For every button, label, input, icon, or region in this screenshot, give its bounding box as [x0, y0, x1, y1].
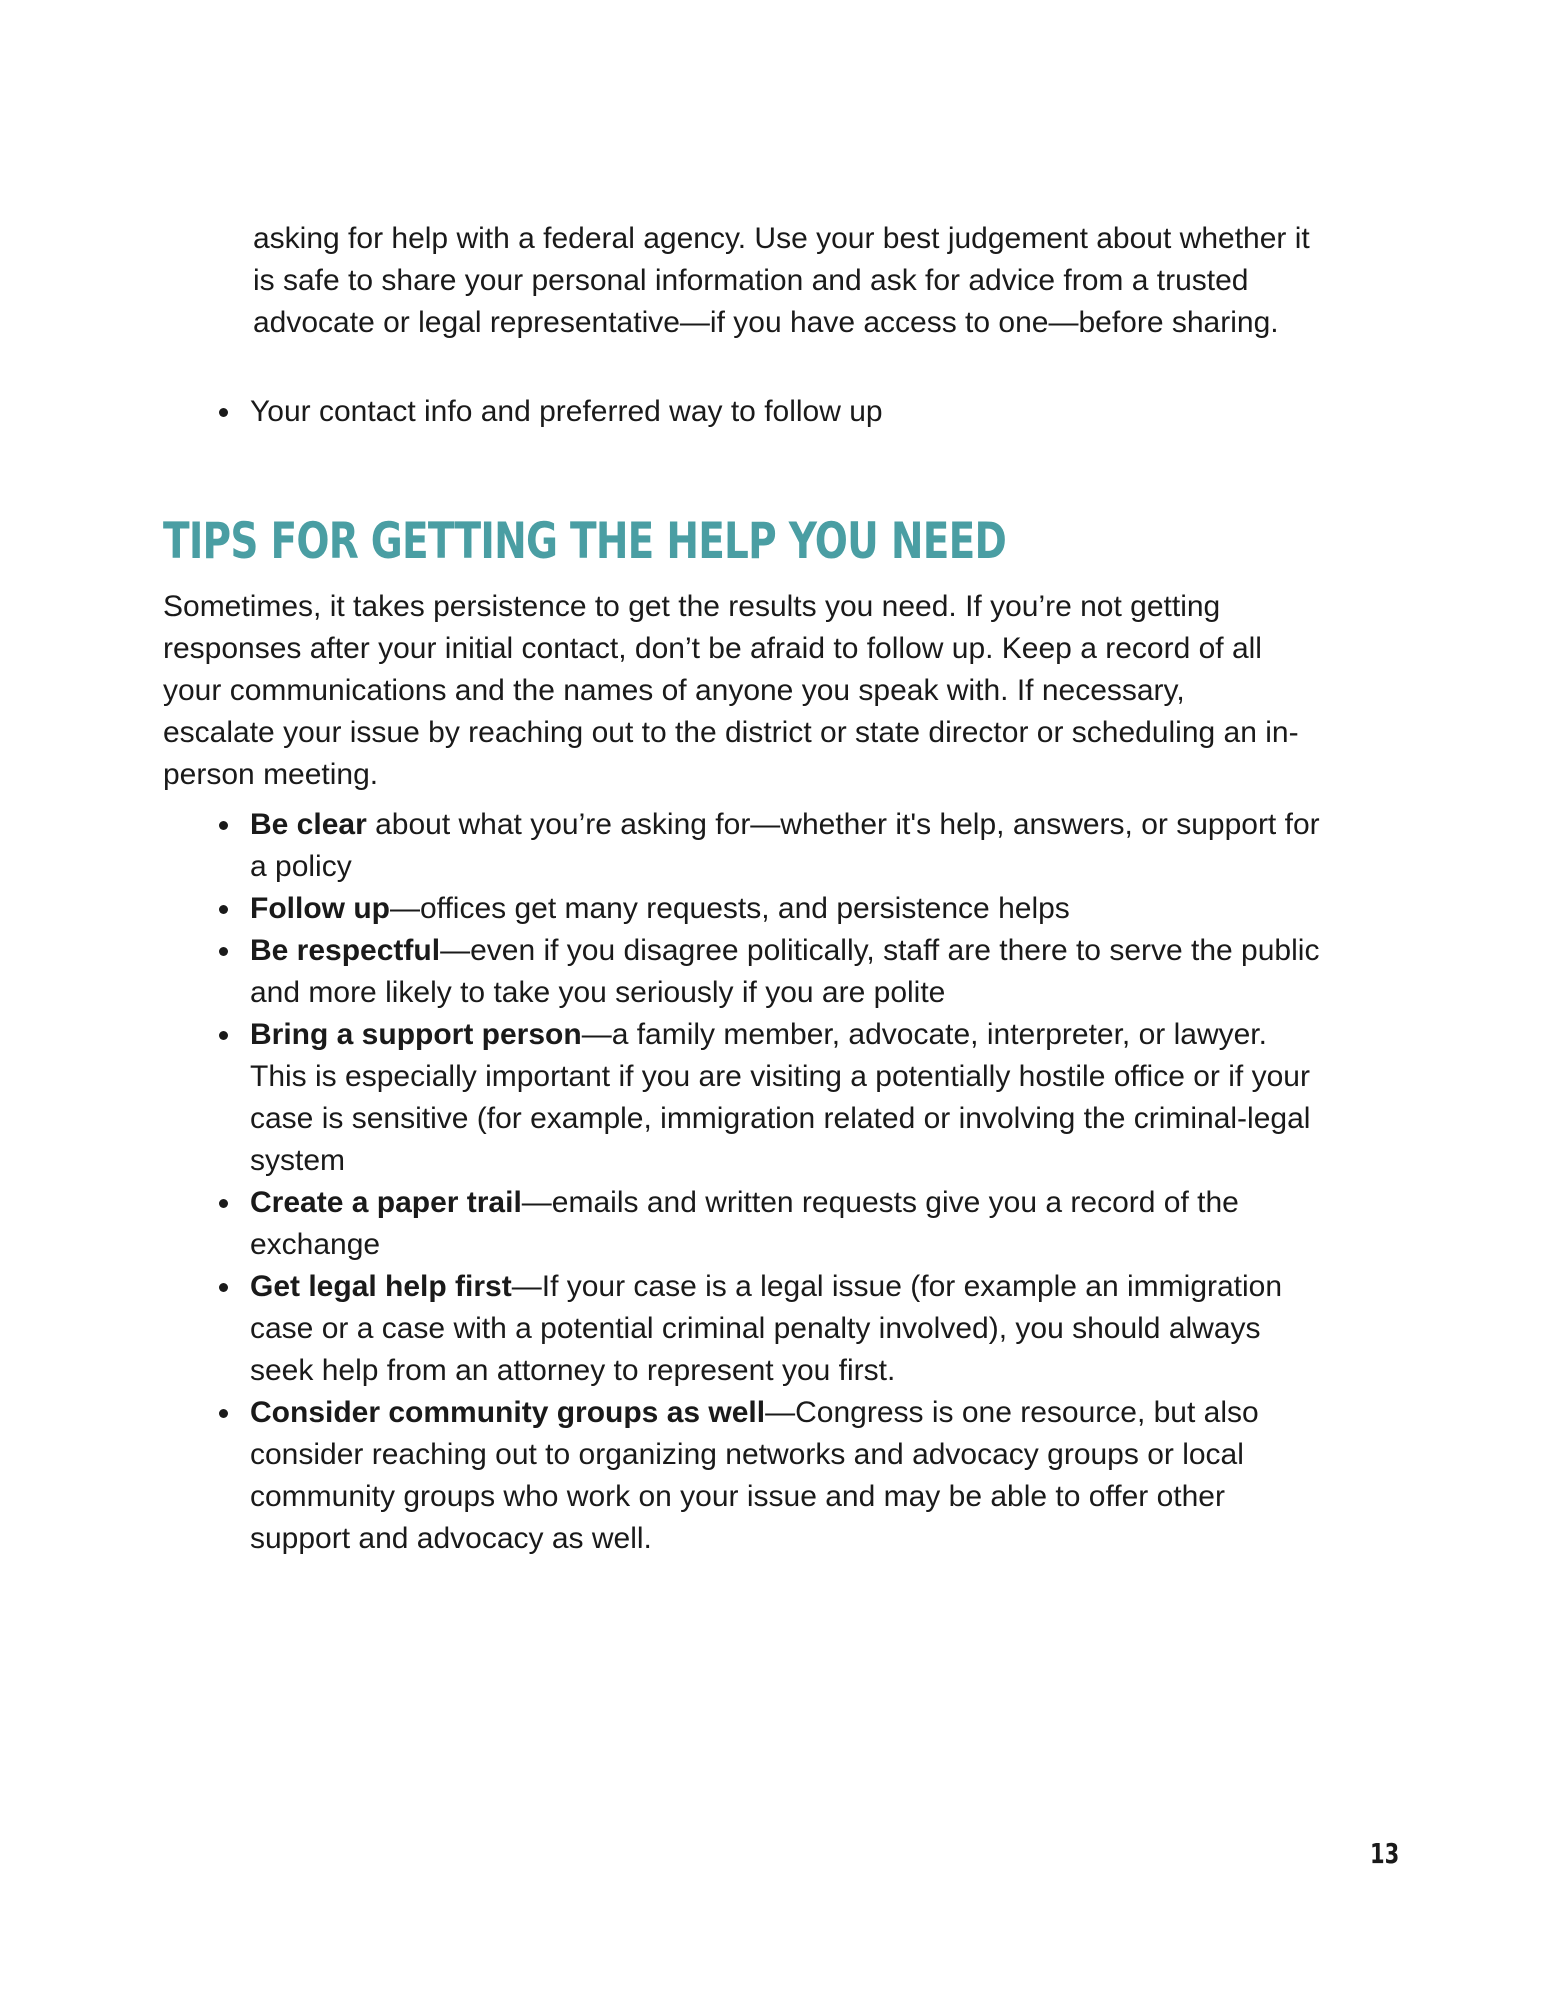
intro-paragraph: Sometimes, it takes persistence to get the results you need. If you’re not getting responses after your initial contact, don’t be afraid to follow up. Keep a record of all your communications and the names of anyone you speak with. If necessary, escalate your issue by reaching out to the district or state director or scheduling an in-person meeting.	[163, 590, 1299, 791]
tip-text: —Congress is one resource, but also consider reaching out to organizing networks and advocacy groups or local community groups who work on your issue and may be able to offer other support and advocacy as well.	[250, 1396, 1259, 1555]
tip-text: —emails and written requests give you a record of the exchange	[250, 1186, 1239, 1261]
top-bullet-list	[215, 391, 1315, 433]
list-item	[215, 1182, 1320, 1266]
tips-list	[215, 804, 1320, 1560]
section-heading: TIPS FOR GETTING THE HELP YOU NEED	[163, 512, 1007, 570]
list-item	[215, 1392, 1320, 1560]
tip-label: Create a paper trail	[250, 1186, 522, 1219]
tip-text: —offices get many requests, and persistence helps	[389, 892, 1070, 925]
tip-label: Get legal help first	[250, 1270, 512, 1303]
bullet-dot-icon	[219, 1409, 228, 1418]
list-item	[215, 1266, 1320, 1392]
tip-label: Be respectful	[250, 934, 441, 967]
list-item	[215, 888, 1320, 930]
continuation-paragraph: asking for help with a federal agency. Use your best judgement about whether it is safe to share your personal information and ask for advice from a trusted advocate or legal representative—if you have access to one—before sharing.	[253, 222, 1310, 339]
tip-label: Consider community groups as well	[250, 1396, 766, 1429]
tip-label: Bring a support person	[250, 1018, 582, 1051]
list-item	[215, 1014, 1320, 1182]
list-item	[215, 391, 1315, 433]
bullet-dot-icon	[219, 1199, 228, 1208]
tip-text: —a family member, advocate, interpreter, or lawyer. This is especially important if you are visiting a potentially hostile office or if your case is sensitive (for example, immigration related or involving the criminal-legal system	[250, 1018, 1311, 1177]
tip-text: about what you’re asking for—whether it's help, answers, or support for a policy	[250, 808, 1320, 883]
bullet-dot-icon	[219, 821, 228, 830]
tip-text: —If your case is a legal issue (for example an immigration case or a case with a potential criminal penalty involved), you should always seek help from an attorney to represent you first.	[250, 1270, 1283, 1387]
list-item-text: Your contact info and preferred way to follow up	[250, 395, 883, 428]
bullet-dot-icon	[219, 408, 228, 417]
bullet-dot-icon	[219, 1283, 228, 1292]
bullet-dot-icon	[219, 905, 228, 914]
bullet-dot-icon	[219, 947, 228, 956]
bullet-dot-icon	[219, 1031, 228, 1040]
list-item	[215, 804, 1320, 888]
page-number: 13	[1370, 1837, 1400, 1870]
tip-text: —even if you disagree politically, staff are there to serve the public and more likely to take you seriously if you are polite	[250, 934, 1320, 1009]
tip-label: Follow up	[250, 892, 390, 925]
tip-label: Be clear	[250, 808, 367, 841]
list-item	[215, 930, 1320, 1014]
